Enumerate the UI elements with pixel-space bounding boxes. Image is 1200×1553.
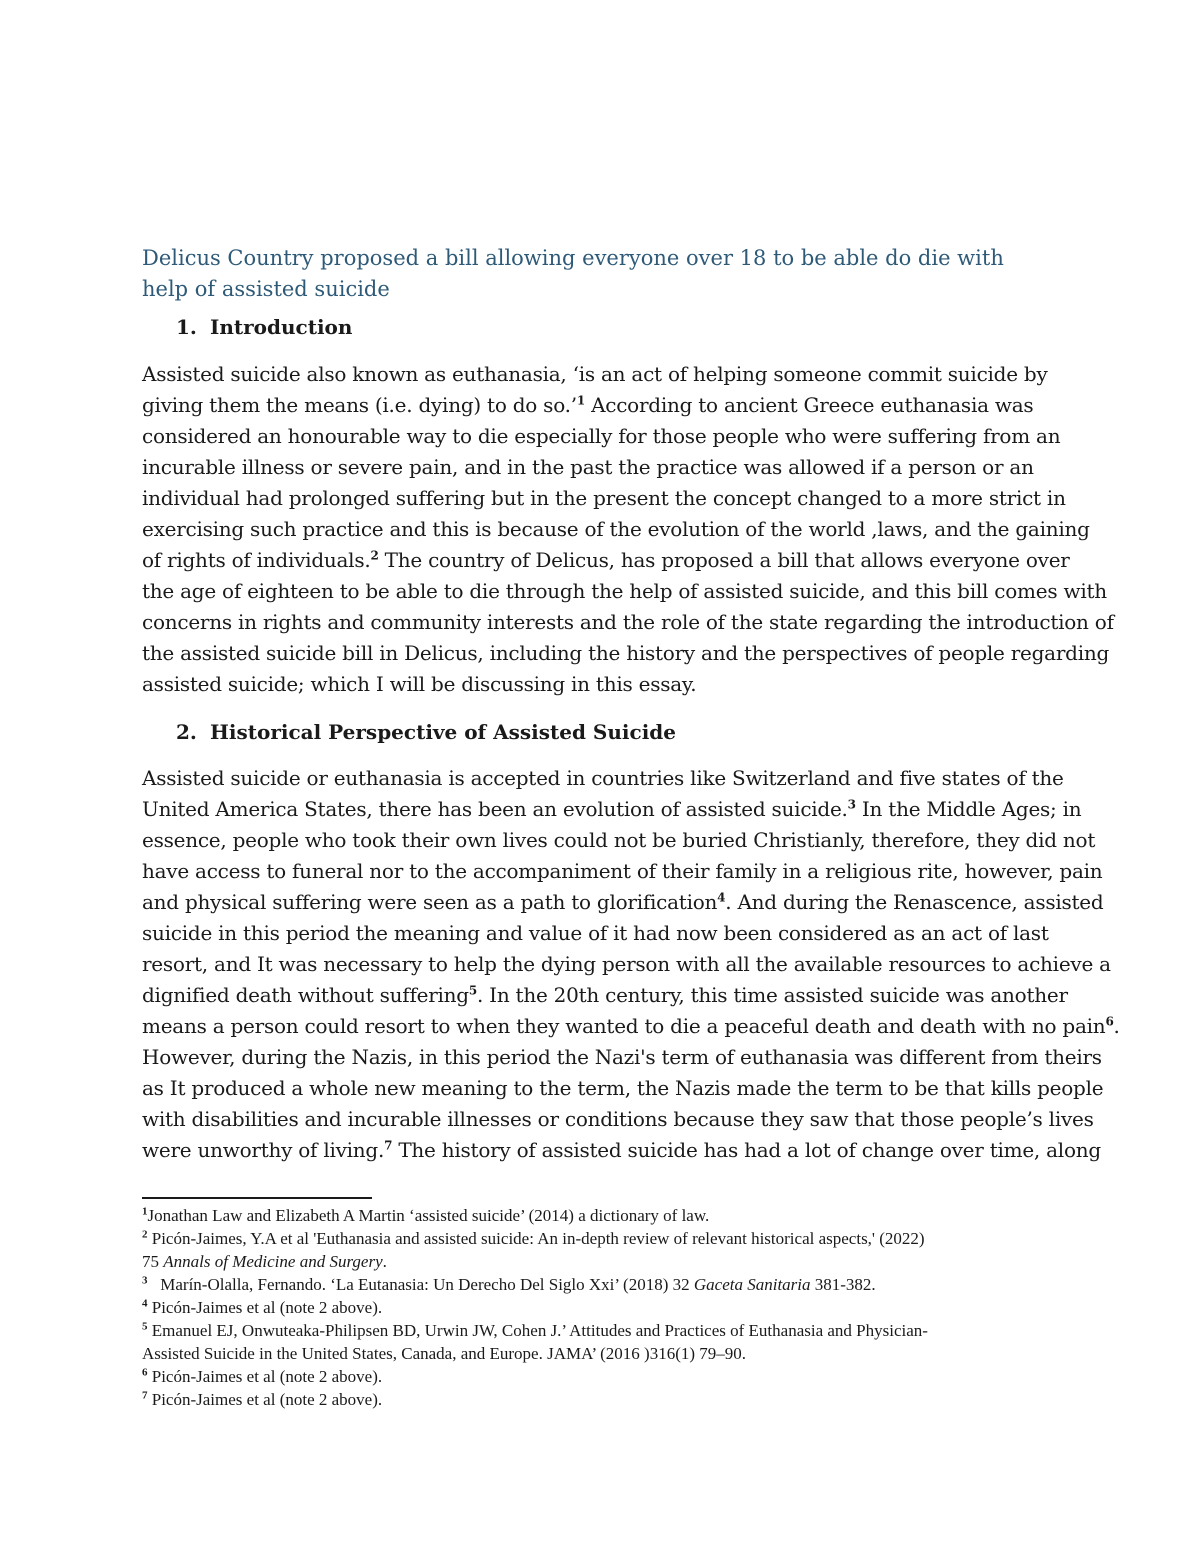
- section-heading-introduction: [142, 315, 1042, 339]
- footnote-ref: 4: [717, 890, 726, 905]
- text-line: concerns in rights and community interests and the role of the state regarding the introduction of: [142, 610, 1114, 634]
- footnote-continuation: 75 Annals of Medicine and Surgery.: [142, 1252, 387, 1271]
- text-line: the assisted suicide bill in Delicus, including the history and the perspectives of people regarding: [142, 641, 1110, 665]
- footnote-ref: 1: [576, 393, 585, 408]
- text-line: suicide in this period the meaning and value of it had now been considered as an act of last: [142, 921, 1049, 945]
- footnote-ref: 2: [370, 548, 379, 563]
- text-line: as It produced a whole new meaning to the term, the Nazis made the term to be that kills people: [142, 1076, 1104, 1100]
- text-line: assisted suicide; which I will be discussing in this essay.: [142, 672, 697, 696]
- section-title: Historical Perspective of Assisted Suicide: [210, 720, 676, 744]
- footnote-ref: 5: [468, 983, 477, 998]
- footnote: $^4$ Picón-Jaimes et al (note 2 above).: [142, 1297, 383, 1317]
- text-line: were unworthy of living.$^7$ The history of assisted suicide has had a lot of change over time, along: [142, 1138, 1101, 1162]
- introduction-paragraph: [142, 359, 1114, 700]
- text-line: of rights of individuals.$^2$ The country of Delicus, has proposed a bill that allows everyone over: [142, 548, 1070, 572]
- text-line: the age of eighteen to be able to die through the help of assisted suicide, and this bill comes with: [142, 579, 1107, 603]
- text-line: have access to funeral nor to the accompaniment of their family in a religious rite, however, pain: [142, 859, 1103, 883]
- document-title: Delicus Country proposed a bill allowing everyone over 18 to be able do die with help of assisted suicide: [142, 246, 1004, 301]
- text-line: with disabilities and incurable illnesses or conditions because they saw that those people’s lives: [142, 1107, 1094, 1131]
- text-line: dignified death without suffering$^5$. In the 20th century, this time assisted suicide was another: [142, 983, 1068, 1007]
- text-line: exercising such practice and this is because of the evolution of the world ,laws, and the gaining: [142, 517, 1090, 541]
- text-line: essence, people who took their own lives could not be buried Christianly, therefore, they did not: [142, 828, 1096, 852]
- footnote: $^3$ Marín-Olalla, Fernando. ‘La Eutanasia: Un Derecho Del Siglo Xxi’ (2018) 32 Gaceta Sanitaria 381-382.: [142, 1274, 876, 1294]
- footnote: $^7$ Picón-Jaimes et al (note 2 above).: [142, 1389, 383, 1409]
- text-line: However, during the Nazis, in this period the Nazi's term of euthanasia was different from theirs: [142, 1045, 1102, 1069]
- footnote-continuation: Assisted Suicide in the United States, Canada, and Europe. JAMA’ (2016 )316(1) 79–90.: [142, 1344, 747, 1363]
- section-title: Introduction: [210, 315, 353, 339]
- footnote-ref: 7: [384, 1138, 393, 1153]
- footnote-ref: 3: [847, 797, 856, 812]
- text-line: considered an honourable way to die especially for those people who were suffering from an: [142, 424, 1061, 448]
- footnote-ref: 6: [1105, 1014, 1114, 1029]
- text-line: United America States, there has been an evolution of assisted suicide.$^3$ In the Middle Ages; in: [142, 797, 1082, 821]
- text-line: means a person could resort to when they wanted to die a peaceful death and death with no pain$^6$.: [142, 1014, 1120, 1038]
- footnotes: [142, 1204, 1072, 1411]
- footnote: $^5$ Emanuel EJ, Onwuteaka-Philipsen BD, Urwin JW, Cohen J.’ Attitudes and Practices of Euthanasia and Physician-: [142, 1320, 928, 1340]
- text-line: and physical suffering were seen as a path to glorification$^4$. And during the Renascence, assisted: [142, 890, 1104, 914]
- footnote-separator: [142, 1197, 372, 1199]
- text-line: Assisted suicide also known as euthanasia, ‘is an act of helping someone commit suicide by: [142, 362, 1048, 386]
- text-line: resort, and It was necessary to help the dying person with all the available resources to achieve a: [142, 952, 1111, 976]
- text-line: giving them the means (i.e. dying) to do so.’$^1$ According to ancient Greece euthanasia was: [142, 393, 1034, 417]
- text-line: incurable illness or severe pain, and in the past the practice was allowed if a person or an: [142, 455, 1034, 479]
- text-line: Assisted suicide or euthanasia is accepted in countries like Switzerland and five states of the: [142, 766, 1064, 790]
- section-heading-historical-perspective: [142, 720, 1042, 744]
- historical-paragraph: [142, 763, 1120, 1166]
- text-line: individual had prolonged suffering but in the present the concept changed to a more strict in: [142, 486, 1066, 510]
- footnote: $^1$Jonathan Law and Elizabeth A Martin ‘assisted suicide’ (2014) a dictionary of law.: [142, 1205, 710, 1225]
- footnote: $^2$ Picón-Jaimes, Y.A et al 'Euthanasia and assisted suicide: An in-depth review of relevant historical aspects,' (2022): [142, 1228, 925, 1248]
- footnote: $^6$ Picón-Jaimes et al (note 2 above).: [142, 1366, 383, 1386]
- section-number: 1.: [176, 315, 197, 339]
- section-number: 2.: [176, 720, 197, 744]
